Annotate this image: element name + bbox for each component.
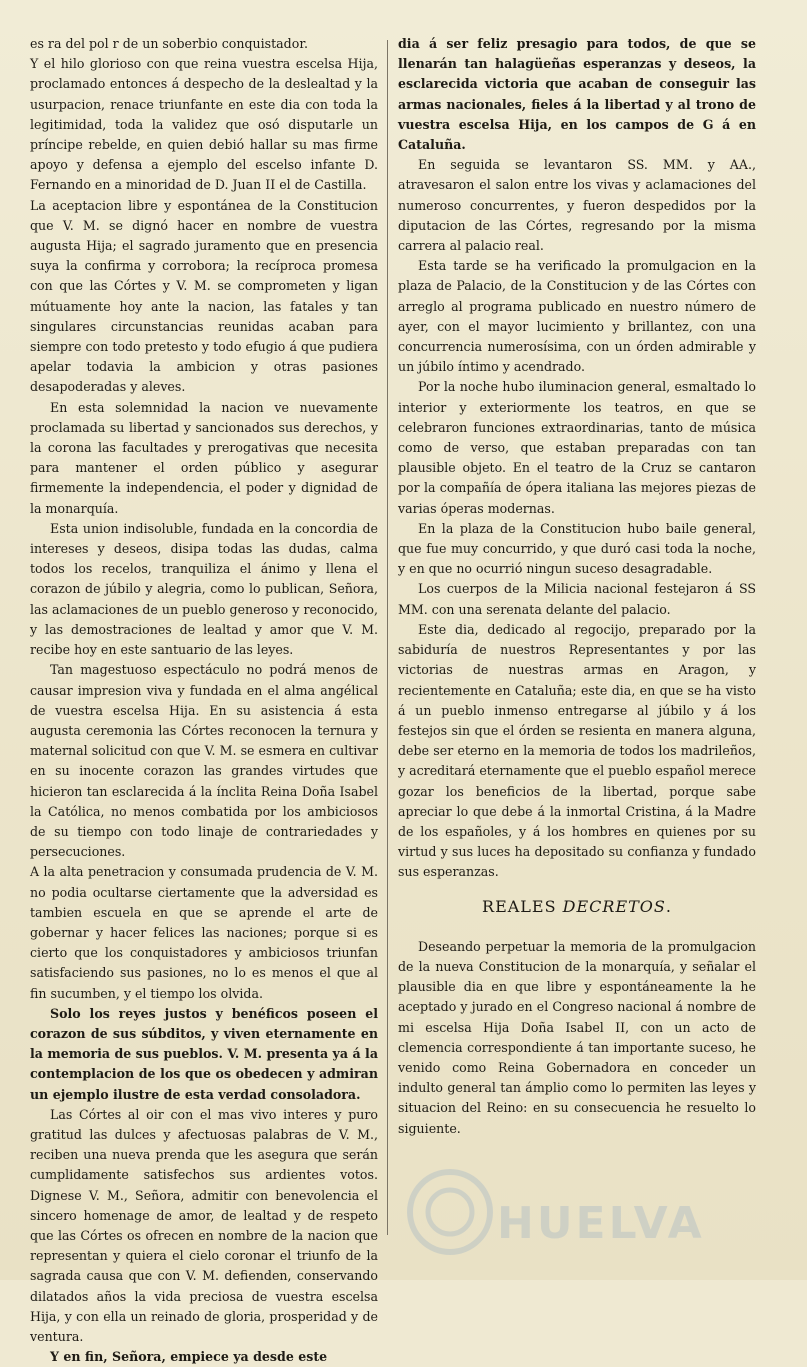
paragraph: Por la noche hubo iluminacion general, esmaltado lo interior y exteriormente los teatros, en que se celebraron funciones extraordinarias, tanto de música como de verso, que estaban preparadas con tan plausible objeto. En el teatro de la Cruz se cantaron por la compañía de ópera italiana las mejores piezas de varias óperas modernas. — [398, 379, 756, 516]
paragraph: es ra del pol r de un soberbio conquistador. — [30, 36, 308, 51]
column-divider — [387, 40, 388, 1235]
paragraph: Deseando perpetuar la memoria de la promulgacion de la nueva Constitucion de la monarquía, y señalar el plausible dia en que libre y espontáneamente la he aceptado y jurado en el Congreso nacional á nombre de mi escelsa Hija Doña Isabel II, con un acto de clemencia correspondiente á tan importante suceso, he venido como Reina Gobernadora en conceder un indulto general tan ámplio como lo permiten las leyes y situacion del Reino: en su consecuencia he resuelto lo siguiente. — [398, 938, 756, 1136]
left-column — [30, 34, 378, 1367]
paragraph: Y en fin, Señora, empiece ya desde este — [50, 1349, 328, 1365]
right-column-decree — [398, 937, 756, 1139]
paragraph: En esta solemnidad la nacion ve nuevamente proclamada su libertad y sancionados sus derechos, y la corona las facultades y prerogativas que necesita para mantener el orden público y asegurar firmemente la independencia, el poder y dignidad de la monarquía. — [30, 399, 378, 516]
heading-part-3: . — [665, 896, 672, 916]
paragraph: Solo los reyes justos y benéficos poseen el corazon de sus súbditos, y viven eternamente en la memoria de sus pueblos. V. M. presenta ya á la contemplacion de los que os obedecen y admiran un ejemplo ilustre de esta verdad consoladora. — [30, 1005, 378, 1102]
heading-part-2: DECRETOS — [562, 896, 666, 916]
paragraph: Esta tarde se ha verificado la promulgacion en la plaza de Palacio, de la Constitucion y de las Córtes con arreglo al programa publicado en nuestro número de ayer, con el mayor lucimiento y brillantez, con una concurrencia numerosísima, con un órden admirable y un júbilo íntimo y acendrado. — [398, 258, 756, 375]
library-watermark — [392, 1150, 752, 1270]
paragraph: Este dia, dedicado al regocijo, preparado por la sabiduría de nuestros Representantes y por las victorias de nuestras armas en Aragon, y recientemente en Cataluña; este dia, en que se ha visto á un pueblo inmenso entregarse al júbilo y á los festejos sin que el órden se resienta en manera alguna, debe ser eterno en la memoria de todos los madrileños, y acreditará eternamente que el pueblo español merece gozar los beneficios de la libertad, porque sabe apreciar lo que debe á la inmortal Cristina, á la Madre de los españoles, y á los hombres en quienes por su virtud y sus luces ha depositado su confianza y fundado sus esperanzas. — [398, 621, 756, 880]
paragraph: Tan magestuoso espectáculo no podrá menos de causar impresion viva y fundada en el alma angélical de vuestra escelsa Hija. En su asistencia á esta augusta ceremonia las Córtes reconocen la ternura y maternal solicitud con que V. M. se esmera en cultivar en su inocente corazon las grandes virtudes que hicieron tan esclarecida á la ínclita Reina Doña Isabel la Católica, no menos combatida por los ambiciosos de su tiempo con todo linaje de contrariedades y persecuciones. — [30, 662, 378, 860]
paragraph: Los cuerpos de la Milicia nacional festejaron á SS MM. con una serenata delante del palacio. — [398, 581, 756, 617]
paragraph: Las Córtes al oir con el mas vivo interes y puro gratitud las dulces y afectuosas palabras de V. M., reciben una nueva prenda que les asegura que serán cumplidamente satisfechos sus ardientes votos. Dignese V. M., Señora, admitir con benevolencia el sincero homenage de amor, de lealtad y de respeto que las Córtes os ofrecen en nombre de la nacion que representan y quiera el cielo coronar el triunfo de la sagrada causa que con V. M. defienden, conservando dilatados años la vida preciosa de vuestra escelsa Hija, y con ella un reinado de gloria, prosperidad y de ventura. — [30, 1106, 378, 1344]
paragraph: En la plaza de la Constitucion hubo baile general, que fue muy concurrido, y que duró casi toda la noche, y en que no ocurrió ningun suceso desagradable. — [398, 520, 756, 577]
heading-part-1: REALES — [482, 896, 563, 916]
section-heading-reales-decretos — [398, 897, 756, 917]
paragraph: Esta union indisoluble, fundada en la concordia de intereses y deseos, disipa todas las dudas, calma todos los recelos, tranquiliza el ánimo y llena el corazon de júbilo y alegria, como lo publican, Señora, las aclamaciones de un pueblo generoso y reconocido, y las demostraciones de lealtad y amor que V. M. recibe hoy en este santuario de las leyes. — [30, 520, 378, 658]
paragraph: dia á ser feliz presagio para todos, de que se llenarán tan halagüeñas esperanzas y deseos, la esclarecida victoria que acaban de conseguir las armas nacionales, fieles á la libertad y al trono de vuestra escelsa Hija, en los campos de G á en Cataluña. — [398, 36, 756, 153]
paragraph: En seguida se levantaron SS. MM. y AA., atravesaron el salon entre los vivas y aclamaciones del numeroso concurrentes, y fueron despedidos por la diputacion de las Córtes, regresando por la misma carrera al palacio real. — [398, 157, 756, 254]
paragraph: A la alta penetracion y consumada prudencia de V. M. no podia ocultarse ciertamente que la adversidad es tambien escuela en que se aprende el arte de gobernar y hacer felices las naciones; porque si es cierto que los conquistadores y ambiciosos triunfan satisfaciendo sus pasiones, no lo es menos el que al fin sucumben, y el tiempo los olvida. — [30, 864, 378, 1001]
right-column — [398, 34, 756, 1139]
right-column-news — [398, 34, 756, 883]
paragraph: La aceptacion libre y espontánea de la Constitucion que V. M. se dignó hacer en nombre de vuestra augusta Hija; el sagrado juramento que en presencia suya la confirma y corrobora; la recíproca promesa con que las Córtes y V. M. se comprometen y ligan mútuamente hoy ante la nacion, las fatales y tan singulares circunstancias reunidas acaban para siempre con todo pretesto y todo efugio á que pudiera apelar todavia la ambicion y otras pasiones desapoderadas y aleves. — [30, 197, 378, 395]
paragraph: Y el hilo glorioso con que reina vuestra escelsa Hija, proclamado entonces á despecho de la deslealtad y la usurpacion, renace triunfante en este dia con toda la legitimidad, toda la validez que osó disputarle un príncipe rebelde, en quien debió hallar su mas firme apoyo y defensa a ejemplo del escelso infante D. Fernando en a minoridad de D. Juan II el de Castilla. — [30, 56, 378, 193]
watermark-text: HUELVA — [497, 1198, 705, 1249]
